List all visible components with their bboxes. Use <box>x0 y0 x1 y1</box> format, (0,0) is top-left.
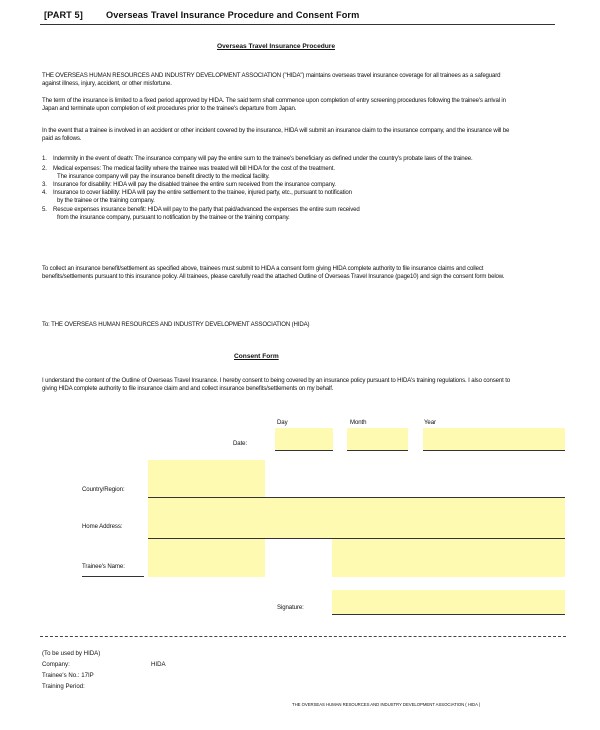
benefit-list <box>42 155 512 222</box>
company-label: Company: <box>42 661 70 668</box>
header-rule <box>40 24 555 25</box>
list-item: 4. Insurance to cover liability: HIDA will pay the entire settlement to the trainee, injured party, etc., pursuant to notification by the trainee or the training company. <box>42 189 352 205</box>
procedure-paragraph-3: In the event that a trainee is involved in an accident or other incident covered by the insurance, HIDA will submit an insurance claim to the insurance company, and the insurance will be paid as follows. <box>42 127 510 143</box>
trainee-number: Trainee's No.: 17IP <box>42 672 94 679</box>
procedure-paragraph-1: THE OVERSEAS HUMAN RESOURCES AND INDUSTRY DEVELOPMENT ASSOCIATION ("HIDA") maintains overseas travel insurance coverage for all trainees as a safeguard against illness, injury, accident, or other misfortune. <box>42 72 501 88</box>
date-label: Date: <box>233 440 248 447</box>
home-address-label: Home Address: <box>82 523 123 530</box>
procedure-title: Overseas Travel Insurance Procedure <box>217 43 336 50</box>
consent-title: Consent Form <box>234 353 279 360</box>
month-field[interactable] <box>347 428 408 451</box>
list-item: 2. Medical expenses: The medical facility where the trainee was treated will bill HIDA for the cost of the treatment. The insurance company will pay the insurance benefit directly to the medical facility. <box>42 165 335 181</box>
trainee-name-underline <box>82 576 144 577</box>
list-item: 1. Indemnity in the event of death: The insurance company will pay the entire sum to the trainee's beneficiary as defined under the country's probate laws of the trainee. <box>42 155 473 162</box>
addressee: To: THE OVERSEAS HUMAN RESOURCES AND INDUSTRY DEVELOPMENT ASSOCIATION (HIDA) <box>42 321 310 328</box>
part-label: [PART 5] <box>44 10 83 20</box>
day-label: Day <box>277 419 288 426</box>
procedure-paragraph-4: To collect an insurance benefit/settlement as specified above, trainees must submit to HIDA a consent form giving HIDA complete authority to file insurance claims and collect benefits/settlements pursuant to this insurance policy. All trainees, please carefully read the attached Outline of Overseas Travel Insurance (page10) and sign the consent form below. <box>42 265 505 281</box>
hida-use-note: (To be used by HIDA) <box>42 650 101 657</box>
procedure-paragraph-2: The term of the insurance is limited to a fixed period approved by HIDA. The said term shall commence upon completion of entry screening procedures following the trainee's arrival in Japan and terminate upon completion of exit procedures prior to the trainee's departure from Japan. <box>42 97 506 113</box>
day-field[interactable] <box>275 428 333 451</box>
year-field[interactable] <box>423 428 565 451</box>
year-label: Year <box>424 419 436 426</box>
home-address-field[interactable] <box>332 497 565 577</box>
cut-line <box>40 636 566 637</box>
country-label: Country/Region: <box>82 486 125 493</box>
list-item: 3. Insurance for disability: HIDA will pay the disabled trainee the entire sum received from the insurance company. <box>42 181 336 189</box>
month-label: Month <box>350 419 367 426</box>
footer-organization: THE OVERSEAS HUMAN RESOURCES AND INDUSTRY DEVELOPMENT ASSOCIATION ( HIDA ) <box>292 702 481 707</box>
home-address-field-middle[interactable] <box>265 497 332 539</box>
consent-paragraph: I understand the content of the Outline of Overseas Travel Insurance. I hereby consent to being covered by an insurance policy pursuant to HIDA's training regulations. I also consent to giving HIDA complete authority to file insurance claim and and collect insurance benefits/settlements on my behalf. <box>42 377 510 393</box>
training-period: Training Period: <box>42 683 85 690</box>
country-underline <box>148 497 565 498</box>
signature-field[interactable] <box>332 590 565 615</box>
trainee-name-label: Trainee's Name: <box>82 563 125 570</box>
signature-label: Signature: <box>277 604 304 611</box>
list-item: 5. Rescue expenses insurance benefit: HIDA will pay to the party that paid/advanced the expenses the entire sum received from the insurance company, pursuant to notification by the trainee or the training company. <box>42 205 360 221</box>
company-value: HIDA <box>151 661 166 668</box>
home-underline <box>148 538 565 539</box>
name-box-left[interactable] <box>148 460 265 577</box>
form-title: Overseas Travel Insurance Procedure and Consent Form <box>106 10 360 20</box>
